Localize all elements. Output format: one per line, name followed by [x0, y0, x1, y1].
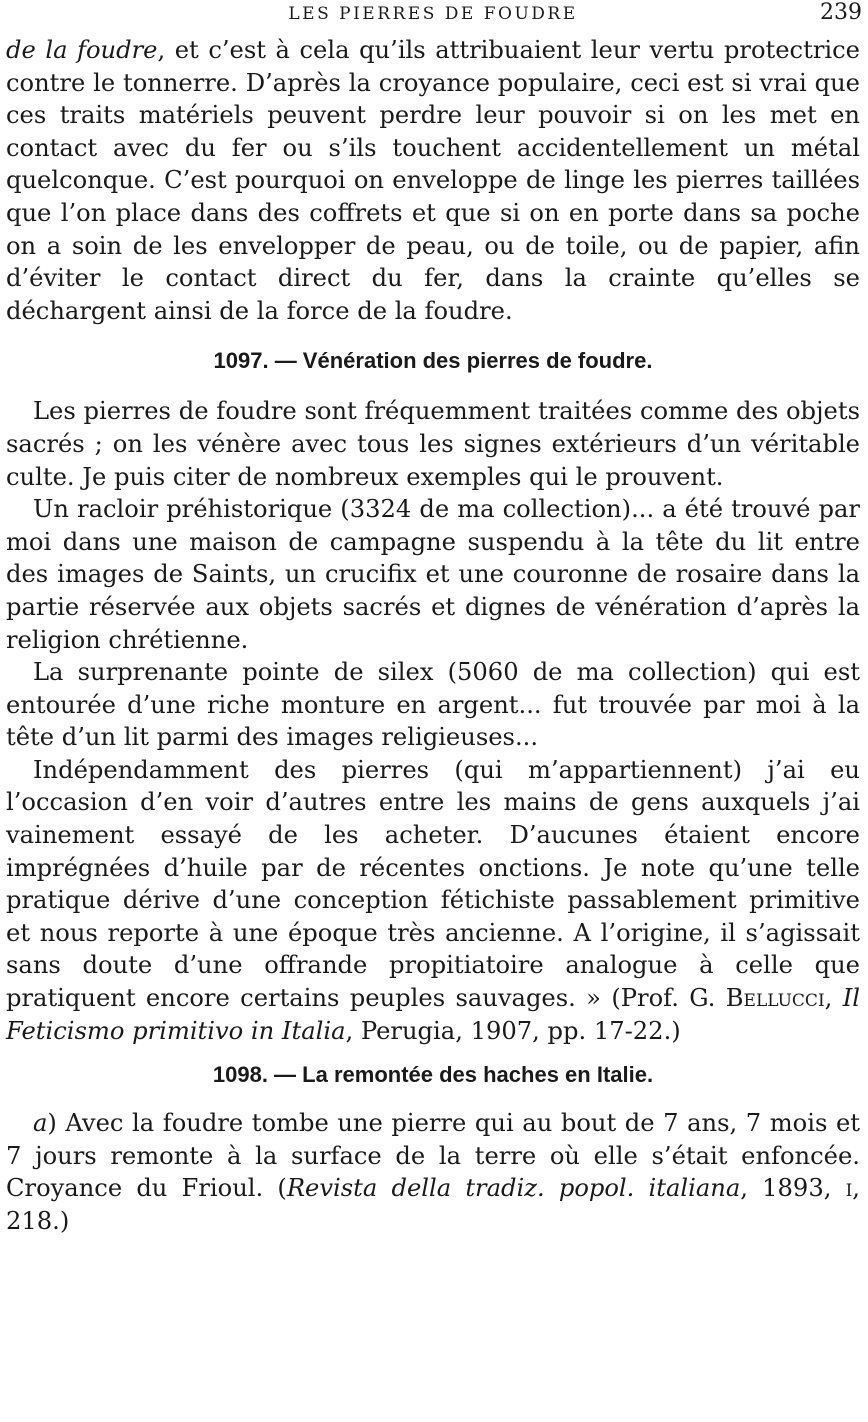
- source-page: , 218.): [6, 1174, 860, 1235]
- paragraph-1097-4-text: Indépendamment des pierres (qui m’appartiennent) j’ai eu l’occasion d’en voir d’autres entre les mains de gens auxquels j’ai vainement essayé de les acheter. D’aucunes étaient encore imprégnées d’huile par de récentes onctions. Je note qu’une telle pratique dérive d’une conception fétichiste passablement primitive et nous reporte à une époque très ancienne. A l’origine, il s’agissait sans doute d’une offrande propitiatoire analogue à celle que pratiquent encore certains peuples sauvages. » (Prof. G.: [6, 755, 860, 1013]
- citation-author: Bellucci: [725, 984, 825, 1013]
- paragraph-1097-3: La surprenante pointe de silex (5060 de ma collection) qui est entourée d’une riche monture en argent... fut trouvée par moi à la tête d’un lit parmi des images religieuses...: [6, 658, 860, 752]
- lead-italic-phrase: de la foudre: [6, 36, 158, 64]
- continued-paragraph-text: , et c’est à cela qu’ils attribuaient leur vertu protectrice contre le tonnerre. D’après la croyance populaire, ceci est si vrai que ces traits matériels peuvent perdre leur pouvoir si on les met en contact avec du fer ou s’ils touchent accidentellement un métal quelconque. C’est pourquoi on enveloppe de linge les pierres taillées que l’on place dans des coffrets et que si on en porte dans sa poche on a soin de les envelopper de peau, ou de toile, ou de papier, afin d’éviter le contact direct du fer, dans la crainte qu’elles se déchargent ainsi de la force de la foudre.: [6, 36, 860, 325]
- section-heading-1098: 1098. — La remontée des haches en Italie.: [212, 1062, 654, 1088]
- paragraph-1097-4: [6, 754, 860, 1047]
- citation-details: , Perugia, 1907, pp. 17-22.): [345, 1016, 681, 1045]
- source-title: Revista della tradiz. popol. italiana: [286, 1174, 741, 1203]
- source-year: , 1893,: [740, 1174, 846, 1203]
- paragraph-1098-a: [6, 1107, 860, 1237]
- item-label: a: [33, 1109, 48, 1138]
- paragraph-1098-a-text: ) Avec la foudre tombe une pierre qui au bout de 7 ans, 7 mois et 7 jours remonte à la surface de la terre où elle s’était enfoncée. Croyance du Frioul. (: [6, 1109, 860, 1203]
- running-head: [6, 0, 860, 34]
- running-title: LES PIERRES DE FOUDRE: [288, 4, 578, 24]
- citation-separator: ,: [824, 984, 843, 1013]
- source-volume: i: [845, 1174, 853, 1203]
- continued-paragraph: [6, 34, 860, 327]
- book-page: [6, 0, 860, 1238]
- page-number: 239: [820, 0, 862, 25]
- paragraph-1097-1: Les pierres de foudre sont fréquemment traitées comme des objets sacrés ; on les vénère avec tous les signes extérieurs d’un véritable culte. Je puis citer de nombreux exemples qui le prouvent.: [6, 397, 860, 491]
- paragraph-1097-2: Un racloir préhistorique (3324 de ma collection)... a été trouvé par moi dans une maison de campagne suspendu à la tête du lit entre des images de Saints, un crucifix et une couronne de rosaire dans la partie réservée aux objets sacrés et dignes de vénération d’après la religion chrétienne.: [6, 495, 860, 654]
- section-heading-1097: 1097. — Vénération des pierres de foudre.: [213, 348, 653, 374]
- citation-title: Il Feticismo primitivo in Italia: [6, 984, 860, 1045]
